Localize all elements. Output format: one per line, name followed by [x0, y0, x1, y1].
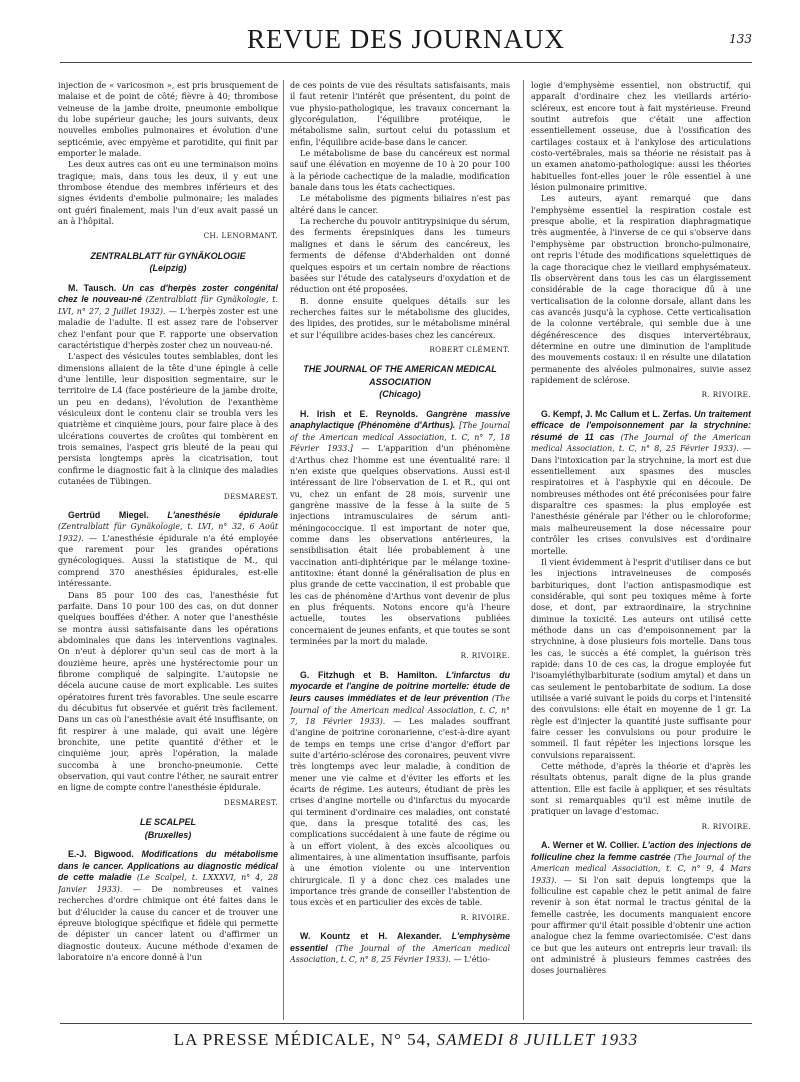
article-authors: W. Kountz et H. Alexander. [300, 931, 442, 942]
page-header [60, 22, 752, 63]
article-reference: [The Journal of the American medical Association, t. C, n° 7, 18 Février 1933.] [290, 421, 510, 454]
article-title: L'anesthésie épidurale [167, 509, 278, 520]
paragraph: Dans 85 pour 100 des cas, l'anesthésie fut parfaite. Dans 10 pour 100 des cas, on dut donner quelques bouffées d'éther. A noter que l'anesthésie se montra aussi satisfaisante dans les opérations abdominales que dans les interventions vaginales. On n'eut à déplorer qu'un seul cas de mort à la douzième heure, après une hystérectomie pour un fibrome compliqué de salpingite. L'autopsie ne décela aucune cause de mort explicable. Les suites opératoires furent très favorables. Une seule escarre du décubitus fut observée et guérit très facilement. Dans un cas où l'anesthésie avait été insuffisante, on fit respirer à une malade, qui avait une légère bronchite, une petite quantité d'éther et le cinquième jour, après l'opération, la malade succomba à une broncho-pneumonie. Cette observation, qui vaut contre l'éther, ne saurait entrer en ligne de compte contre l'anesthésie épidurale. [58, 589, 278, 793]
column-2 [290, 80, 510, 1017]
journal-name: LE SCALPEL [139, 817, 196, 828]
article-authors: A. Werner et W. Collier. [541, 840, 640, 851]
page-number: 133 [729, 32, 752, 46]
journal-name: ZENTRALBLATT für GYNÄKOLOGIE [90, 250, 246, 261]
paragraph: B. donne ensuite quelques détails sur les recherches faites sur le métabolisme des glucides, des lipides, des protides, sur le métabolisme minéral et sur l'équilibre acides-bases chez les cancéreux. [290, 295, 510, 340]
page-footer [60, 1023, 752, 1050]
article-authors: G. Fitzhugh et B. Hamilton. [300, 669, 438, 680]
paragraph: Il vient évidemment à l'esprit d'utiliser dans ce but les injections intraveineuses de composés barbituriques, dont l'action antispasmodique est considérable, qui sont peu toxiques même à forte dose, et dont, par extraordinaire, la strychnine diminue la toxicité. Les auteurs ont utilisé cette méthode dans un cas d'empoisonnement par la strychnine, à dose plusieurs fois mortelle. Dans tous les cas, le succès a été complet, la guérison très rapide: dans 10 de ces cas, la drogue employée fut l'isoamyléthylbarbiturate (sodium amytal) et dans un cas seulement le pentobarbitate de sodium. La dose utilisée a varié suivant le poids du corps et l'intensité des convulsions: elle était en moyenne de 1 gr. La règle est d'injecter la quantité juste suffisante pour faire cesser les convulsions ou pour produire le sommeil. Il faut répéter les injections lorsque les convulsions reparaissent. [531, 556, 751, 760]
paragraph: injection de « varicosmon », est pris brusquement de malaise et de point de côté; fièvre à 40; thrombose veineuse de la jambe droite, pneumonie embolique du lobe supérieur gauche; les jours suivants, deux nouvelles embolies pulmonaires et évolution d'une septicémie, avec empyème et parotidite, qui finit par emporter le malade. [58, 80, 278, 159]
article-abstract [290, 670, 510, 909]
running-title: REVUE DES JOURNAUX [246, 24, 565, 54]
column-rule-left [283, 80, 284, 1020]
article-authors: M. Tausch. [68, 282, 117, 293]
paragraph: Le métabolisme des pigments biliaires n'est pas altéré dans le cancer. [290, 193, 510, 215]
article-authors: Gertrüd Miegel. [68, 509, 149, 520]
paragraph: Les auteurs, ayant remarqué que dans l'emphysème essentiel la respiration costale est presque abolie, et la respiration diaphragmatique très augmentée, à l'inverse de ce qui s'observe dans l'emphysème par obstruction broncho-pulmonaire, ont repris l'étude des modifications squelettiques de la cage thoracique chez le vieillard emphysémateux. Ils observèrent dans tous les cas un élargissement considérable de la cage thoracique dû à une verticalisation de la colonne dorsale, allant dans les cas avancés jusqu'à la cyphose. Cette verticalisation de la colonne vertébrale, qui semble due à une dégénérescence des disques intervertébraux, détermine en outre une diminution de l'amplitude des mouvements costaux: il en résulte une dilatation permanente des alvéoles pulmonaires, suivie assez rapidement de sclérose. [531, 193, 751, 385]
article-body: — Les malades souffrant d'angine de poitrine coronarienne, c'est-à-dire ayant de temps en temps une crise d'angor d'effort par suite d'artério-sclérose des coronaires, peuvent vivre très longtemps avec leur maladie, à condition de mener une vie calme et d'éviter les efforts et les écarts de régime. Les auteurs, étudiant de près les crises d'angine mortelle ou d'infarctus du myocarde qui terminent d'ordinaire ces maladies, ont constaté que, dans la presque totalité des cas, les complications succédaient à une faute de régime ou à un effort violent, à des excès alcooliques ou alimentaires, à une alimentation insuffisante, parfois à une émotion violente ou une intervention chirurgicale. Il y a donc chez ces malades une importance très grande de conseiller l'abstention de tous excès et en particulier des excès de table. [290, 715, 510, 908]
article-body: — L'étio- [453, 954, 490, 965]
journal-city: (Chicago) [379, 389, 421, 400]
author-signature: R. RIVOIRE. [701, 390, 751, 400]
paragraph: logie d'emphysème essentiel, non obstructif, qui apparaît d'ordinaire chez les vieillards artério-scléreux, est encore tout à fait mystérieuse. Freund soutint autrefois que c'était une affection essentiellement osseuse, due à l'ossification des cartilages costaux et à l'ankylose des articulations costo-vertébrales, mais sa théorie ne résistait pas à un examen anatomo-pathologique: aussi les théories habituelles font-elles jouer le rôle essentiel à une lésion pulmonaire primitive. [531, 80, 751, 193]
article-body: — L'herpès zoster est une maladie de l'adulte. Il est assez rare de l'observer chez l'enfant pour que F. rapporte une observation caractéristique d'herpès zoster chez un nouveau-né. [58, 306, 278, 351]
article-reference: (The Journal of the American medical Association, t. C, n° 8, 25 Février 1933). [290, 943, 510, 965]
author-signature: R. RIVOIRE. [460, 651, 510, 661]
author-signature: R. RIVOIRE. [701, 821, 751, 831]
paragraph: La recherche du pouvoir antitrypsinique du sérum, des ferments érepsiniques dans les tumeurs malignes et dans le sérum des cancéreux, les ferments de défense d'Abderhalden ont donné quelques espoirs et un certain nombre de réactions basées sur l'étude des catalyseurs d'oxydation et de réduction ont été proposées. [290, 216, 510, 295]
article-abstract [290, 409, 510, 648]
article-body: — Dans l'intoxication par la strychnine, la mort est due essentiellement aux spasmes des muscles respiratoires et à l'asphyxie qui en découle. De nombreuses méthodes ont été préconisées pour faire disparaître ces spasmes: la plus employée est l'anesthésie générale par l'éther ou le chloroforme; mais malheureusement la dose nécessaire pour contrôler les crises convulsives est d'ordinaire mortelle. [531, 443, 751, 556]
author-signature: DESMAREST. [223, 491, 278, 501]
journal-name: THE JOURNAL OF THE AMERICAN MEDICAL ASSOCIATION [303, 364, 497, 387]
article-title: Un cas d'herpès zoster congénital chez le nouveau-né [58, 282, 278, 305]
article-title: L'emphysème essentiel [290, 931, 510, 953]
article-body: — L'anesthésie épidurale n'a été employée que rarement pour les grandes opérations gynécologiques. Aussi la statistique de M., qui comprend 370 anesthésies épidurales, est-elle intéressante. [58, 532, 278, 589]
article-reference: (The Journal of the American medical Association, t. C, n° 8, 25 Février 1933). [531, 432, 751, 454]
publication-name: LA PRESSE MÉDICALE, N° 54, [173, 1030, 432, 1049]
journal-heading [58, 816, 278, 841]
article-body: — De nombreuses et vaines recherches d'ordre chimique ont été faites dans le but d'élucider la cause du cancer et de trouver une épreuve biologique spécifique et fidèle qui permette de dépister un cancer latent ou d'affirmer un diagnostic douteux. Aucune méthode d'examen de laboratoire n'a encore donné à l'un [58, 883, 278, 962]
paragraph: Cette méthode, d'après la théorie et d'après les résultats obtenus, paraît digne de la plus grande attention. Elle est facile à appliquer, et ses résultats sont si remarquables qu'il est même inutile de pratiquer un lavage d'estomac. [531, 761, 751, 817]
article-reference: (The Journal of the American medical Association, t. C, n° 9, 4 Mars 1933). [531, 852, 751, 885]
article-reference: (Zentralblatt für Gynäkologie, t. LVI, n° 27, 2 Juillet 1932). [58, 295, 278, 316]
author-signature: CH. LENORMANT. [203, 231, 278, 241]
article-authors: H. Irish et E. Reynolds. [300, 408, 418, 419]
author-signature: R. RIVOIRE. [460, 912, 510, 922]
paragraph: Le métabolisme de base du cancéreux est normal sauf une élévation en moyenne de 10 à 20 pour 100 à la période cachectique de la maladie, modification banale dans tous les états cachectiques. [290, 148, 510, 193]
journal-city: (Bruxelles) [144, 829, 192, 840]
article-reference: (Le Scalpel, t. LXXXVI, n° 4, 28 Janvier 1933). [58, 873, 278, 894]
paragraph: de ces points de vue des résultats satisfaisants, mais il faut retenir l'intérêt que présentent, du point de vue physio-pathologique, les travaux concernant la glycorégulation, l'équilibre protéique, le métabolisme salin, surtout celui du potassium et enfin, l'équilibre acide-base dans le cancer. [290, 80, 510, 147]
article-body: — L'apparition d'un phénomène d'Arthus chez l'homme est une éventualité rare: il n'en existe que quelques observations. Aussi est-il intéressant de lire l'observation de I. et R., qui ont vu, chez un enfant de 28 mois, survenir une gangrène massive de la fesse à la suite de 5 injections intramusculaires de sérum anti-méningococcique. Il est important de noter que, comme dans les observations antérieures, la sensibilisation était liée probablement à une vaccination anti-diphtérique par le mélange toxine-antitoxine: étant donné la généralisation de plus en plus grande de cette vaccination, il est probable que les cas de phénomène d'Arthus vont devenir de plus en plus fréquents. Notons encore qu'à l'heure actuelle, toutes les observations publiées concernaient de jeunes enfants, et que toutes se sont terminées par la mort du malade. [290, 443, 510, 647]
article-title: L'action des injections de folliculine chez la femme castrée [531, 840, 751, 862]
journal-heading [58, 250, 278, 275]
article-authors: E.-J. Bigwood. [68, 849, 134, 860]
author-signature: DESMAREST. [223, 797, 278, 807]
article-reference: (Zentralblatt für Gynäkologie, t. LVI, n° 32, 6 Août 1932). [58, 522, 278, 543]
column-1 [58, 80, 278, 1017]
article-abstract [531, 409, 751, 557]
article-abstract [58, 510, 278, 590]
journal-city: (Leipzig) [149, 263, 187, 274]
article-reference: (The Journal of the American medical Association, t. C, n° 7, 18 Février 1933). [290, 694, 510, 726]
article-title: L'infarctus du myocarde et l'angine de poitrine mortelle: étude de leurs causes immédiates et de leur prévention [290, 669, 510, 703]
article-title: Modifications du métabolisme dans le cancer. Applications au diagnostic médical de cette maladie [58, 849, 278, 883]
article-title: Un traitement efficace de l'empoisonnement par la strychnine: résumé de 11 cas [531, 408, 751, 442]
column-rule-right [523, 80, 524, 1020]
column-3 [531, 80, 751, 1017]
article-abstract [290, 931, 510, 966]
article-abstract [58, 849, 278, 963]
publication-date: SAMEDI 8 JUILLET 1933 [436, 1030, 639, 1049]
article-body: — Si l'on sait depuis longtemps que la folliculine est capable chez le petit animal de faire revenir à son état normal le tractus génital de la femelle castrée, les documents manquaient encore pour affirmer qu'il était possible d'obtenir une action analogue chez la femme ovariectomisée. C'est dans ce but que les auteurs ont entrepris leur travail: ils ont administré à plusieurs femmes castrées des doses journalières [531, 874, 751, 976]
article-title: Gangrène massive anaphylactique (Phénomène d'Arthus). [290, 408, 510, 431]
paragraph: L'aspect des vésicules toutes semblables, dont les dimensions allaient de la tête d'une épingle à celle d'une lentille, leur disposition segmentaire, sur le territoire de L4 (face postérieure de la jambe droite, un peu en dedans), l'évolution de l'exanthème vésiculeux dont le contenu clair se troubla vers les quatrième et cinquième jours, pour faire place à des ulcérations couvertes de croûtes qui tombèrent en trois semaines, l'aspect gris bleuté de la peau qui persista longtemps après la cicatrisation, tout confirme le diagnostic fait à la clinique des maladies cutanées de Tübingen. [58, 351, 278, 487]
author-signature: ROBERT CLÉMENT. [429, 344, 510, 354]
paragraph: Les deux autres cas ont eu une terminaison moins tragique; mais, dans tous les deux, il y eut une thrombose étendue des membres inférieurs et des signes évidents d'embolie pulmonaire; les malades ont guéri finalement, mais l'un d'eux avait passé un an à l'hôpital. [58, 159, 278, 227]
journal-heading [290, 363, 510, 401]
article-abstract [531, 840, 751, 977]
article-authors: G. Kempf, J. Mc Callum et L. Zerfas. [541, 408, 692, 419]
article-abstract [58, 283, 278, 352]
